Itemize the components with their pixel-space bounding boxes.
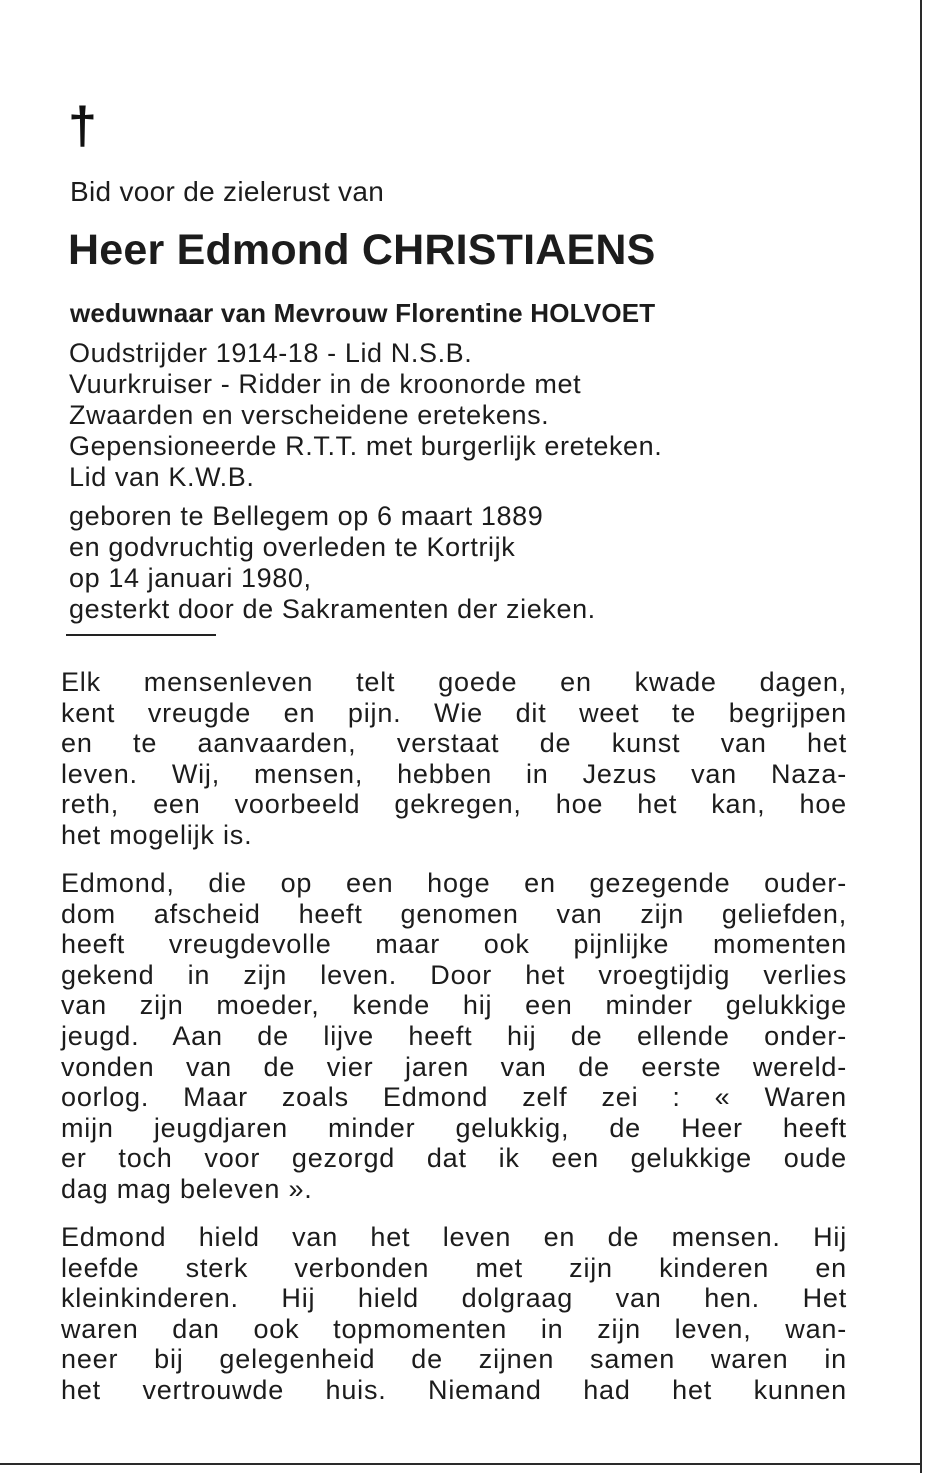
paragraph-3 [61,1222,847,1406]
distinction-line: Oudstrijder 1914-18 - Lid N.S.B. [69,338,473,368]
paragraph-line: het mogelijk is. [61,819,253,850]
life-date-line: gesterkt door de Sakramenten der zieken. [69,594,596,624]
life-date-line: en godvruchtig overleden te Kortrijk [69,532,516,562]
card-edge-bottom [0,1463,922,1465]
paragraph-line: gekend in zijn leven. Door het vroegtijdig verlies [61,959,847,990]
paragraph-line: mijn jeugdjaren minder gelukkig, de Heer heeft [61,1112,847,1143]
paragraph-line: leefde sterk verbonden met zijn kinderen en [61,1252,847,1283]
paragraph-2 [61,868,847,1205]
paragraph-line: er toch voor gezorgd dat ik een gelukkige oude [61,1143,847,1174]
paragraph-line: kleinkinderen. Hij hield dolgraag van hen. Het [61,1283,847,1314]
life-date-line: geboren te Bellegem op 6 maart 1889 [69,501,544,531]
paragraph-line: Elk mensenleven telt goede en kwade dagen, [61,667,847,697]
paragraph-line: reth, een voorbeeld gekregen, hoe het kan, hoe [61,789,847,820]
paragraph-line: van zijn moeder, kende hij een minder gelukkige [61,990,847,1021]
paragraph-line: dom afscheid heeft genomen van zijn geliefden, [61,898,847,929]
prayer-line: Bid voor de zielerust van [70,176,385,207]
paragraph-line: heeft vreugdevolle maar ook pijnlijke momenten [61,929,847,960]
paragraph-line: dag mag beleven ». [61,1173,313,1204]
widow-line: weduwnaar van Mevrouw Florentine HOLVOET [70,298,656,328]
deceased-name: Heer Edmond CHRISTIAENS [68,226,656,274]
distinctions-block [69,338,662,493]
paragraph-line: vonden van de vier jaren van de eerste wereld- [61,1051,847,1082]
paragraph-line: oorlog. Maar zoals Edmond zelf zei : « Waren [61,1082,847,1113]
divider [66,634,216,636]
distinction-line: Vuurkruiser - Ridder in de kroonorde met [69,369,582,399]
paragraph-line: jeugd. Aan de lijve heeft hij de ellende onder- [61,1020,847,1051]
paragraph-line: en te aanvaarden, verstaat de kunst van het [61,728,847,759]
paragraph-line: waren dan ook topmomenten in zijn leven, wan- [61,1313,847,1344]
paragraph-line: kent vreugde en pijn. Wie dit weet te begrijpen [61,697,847,728]
cross-icon: † [68,97,97,155]
life-date-line: op 14 januari 1980, [69,563,312,593]
paragraph-line: Edmond hield van het leven en de mensen. Hij [61,1222,847,1252]
distinction-line: Gepensioneerde R.T.T. met burgerlijk ereteken. [69,431,663,461]
card-edge-right [920,0,922,1473]
life-dates-block [69,501,596,625]
paragraph-1 [61,667,847,851]
paragraph-line: Edmond, die op een hoge en gezegende ouder- [61,868,847,898]
distinction-line: Lid van K.W.B. [69,462,255,492]
paragraph-line: neer bij gelegenheid de zijnen samen waren in [61,1344,847,1375]
paragraph-line: leven. Wij, mensen, hebben in Jezus van Naza- [61,758,847,789]
paragraph-line: het vertrouwde huis. Niemand had het kunnen [61,1374,847,1405]
distinction-line: Zwaarden en verscheidene eretekens. [69,400,550,430]
